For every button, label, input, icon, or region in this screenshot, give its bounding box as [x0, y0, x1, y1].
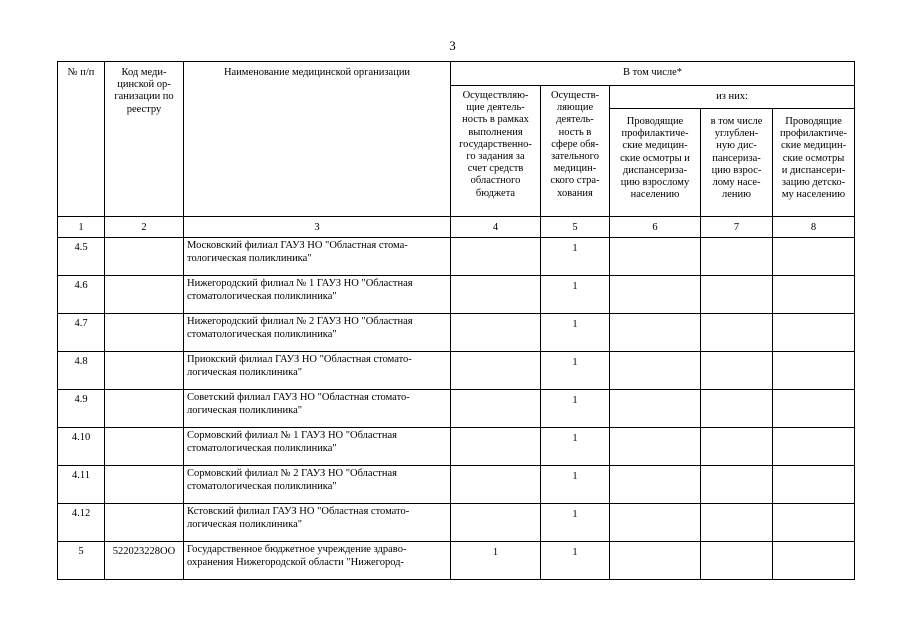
table-row: [58, 314, 855, 352]
value-c8: [773, 542, 855, 580]
row-number: 4.12: [58, 504, 105, 542]
table-row: [58, 428, 855, 466]
header-col3: Наименование медицинской организации: [184, 62, 451, 217]
org-name: Сормовский филиал № 1 ГАУЗ НО "Областная стоматологическая поликлиника": [184, 428, 451, 466]
org-code: [105, 276, 184, 314]
value-c8: [773, 466, 855, 504]
header-col5: Осуществ- ляющие деятель- ность в сфере обя- зательного медицин- ского стра- хования: [541, 86, 610, 217]
value-c8: [773, 390, 855, 428]
value-c6: [610, 314, 701, 352]
column-number: 8: [773, 217, 855, 238]
value-c7: [701, 466, 773, 504]
value-c5: 1: [541, 504, 610, 542]
value-c5: 1: [541, 390, 610, 428]
header-col4: Осуществляю- щие деятель- ность в рамках выполнения государственно- го задания за счет средств областного бюджета: [451, 86, 541, 217]
org-code: [105, 428, 184, 466]
header-group: В том числе*: [451, 62, 855, 86]
org-name: Приокский филиал ГАУЗ НО "Областная стомато- логическая поликлиника": [184, 352, 451, 390]
value-c7: [701, 238, 773, 276]
value-c7: [701, 542, 773, 580]
value-c4: [451, 238, 541, 276]
org-code: [105, 314, 184, 352]
value-c6: [610, 352, 701, 390]
value-c7: [701, 504, 773, 542]
value-c6: [610, 428, 701, 466]
value-c7: [701, 276, 773, 314]
value-c4: [451, 428, 541, 466]
table-row: [58, 390, 855, 428]
org-name: Советский филиал ГАУЗ НО "Областная стомато- логическая поликлиника": [184, 390, 451, 428]
page-number: 3: [449, 38, 456, 53]
value-c5: 1: [541, 314, 610, 352]
row-number: 4.5: [58, 238, 105, 276]
value-c5: 1: [541, 542, 610, 580]
row-number: 4.9: [58, 390, 105, 428]
header-col6: Проводящие профилактиче- ские медицин- ские осмотры и диспансериза- цию взрослому населению: [610, 109, 701, 217]
org-name: Московский филиал ГАУЗ НО "Областная стома- тологическая поликлиника": [184, 238, 451, 276]
column-number: 1: [58, 217, 105, 238]
org-code: [105, 504, 184, 542]
value-c6: [610, 504, 701, 542]
header-col7: в том числе углублен- ную дис- пансериза- цию взрос- лому насе- лению: [701, 109, 773, 217]
value-c4: [451, 504, 541, 542]
column-number: 5: [541, 217, 610, 238]
table-row: [58, 276, 855, 314]
column-number: 6: [610, 217, 701, 238]
column-number: 4: [451, 217, 541, 238]
header-col8: Проводящие профилактиче- ские медицин- ские осмотры и диспансери- зацию детско- му населению: [773, 109, 855, 217]
row-number: 4.8: [58, 352, 105, 390]
row-number: 4.11: [58, 466, 105, 504]
row-number: 5: [58, 542, 105, 580]
value-c4: 1: [451, 542, 541, 580]
value-c5: 1: [541, 352, 610, 390]
org-name: Государственное бюджетное учреждение здраво- охранения Нижегородской области "Нижегород-: [184, 542, 451, 580]
value-c5: 1: [541, 428, 610, 466]
value-c7: [701, 428, 773, 466]
org-code: [105, 390, 184, 428]
value-c6: [610, 276, 701, 314]
value-c8: [773, 276, 855, 314]
value-c4: [451, 276, 541, 314]
value-c5: 1: [541, 466, 610, 504]
value-c8: [773, 504, 855, 542]
value-c5: 1: [541, 276, 610, 314]
value-c8: [773, 314, 855, 352]
table-row: [58, 238, 855, 276]
table-row: [58, 542, 855, 580]
value-c6: [610, 542, 701, 580]
column-number: 7: [701, 217, 773, 238]
org-code: [105, 352, 184, 390]
value-c7: [701, 352, 773, 390]
header-subgroup: из них:: [610, 86, 855, 109]
value-c6: [610, 466, 701, 504]
value-c8: [773, 238, 855, 276]
row-number: 4.7: [58, 314, 105, 352]
value-c7: [701, 390, 773, 428]
org-name: Нижегородский филиал № 2 ГАУЗ НО "Областная стоматологическая поликлиника": [184, 314, 451, 352]
org-code: [105, 238, 184, 276]
value-c6: [610, 390, 701, 428]
org-code: [105, 466, 184, 504]
value-c8: [773, 428, 855, 466]
table-row: [58, 466, 855, 504]
value-c8: [773, 352, 855, 390]
column-number: 3: [184, 217, 451, 238]
value-c4: [451, 352, 541, 390]
column-number: 2: [105, 217, 184, 238]
organizations-table: [57, 61, 855, 580]
header-col2: Код меди- цинской ор- ганизации по реестру: [105, 62, 184, 217]
value-c4: [451, 314, 541, 352]
value-c6: [610, 238, 701, 276]
table-row: [58, 352, 855, 390]
org-code: 522023228OO: [105, 542, 184, 580]
value-c5: 1: [541, 238, 610, 276]
header-col1: № п/п: [58, 62, 105, 217]
value-c4: [451, 390, 541, 428]
row-number: 4.6: [58, 276, 105, 314]
value-c4: [451, 466, 541, 504]
org-name: Кстовский филиал ГАУЗ НО "Областная стомато- логическая поликлиника": [184, 504, 451, 542]
table-row: [58, 504, 855, 542]
org-name: Сормовский филиал № 2 ГАУЗ НО "Областная стоматологическая поликлиника": [184, 466, 451, 504]
value-c7: [701, 314, 773, 352]
row-number: 4.10: [58, 428, 105, 466]
org-name: Нижегородский филиал № 1 ГАУЗ НО "Областная стоматологическая поликлиника": [184, 276, 451, 314]
